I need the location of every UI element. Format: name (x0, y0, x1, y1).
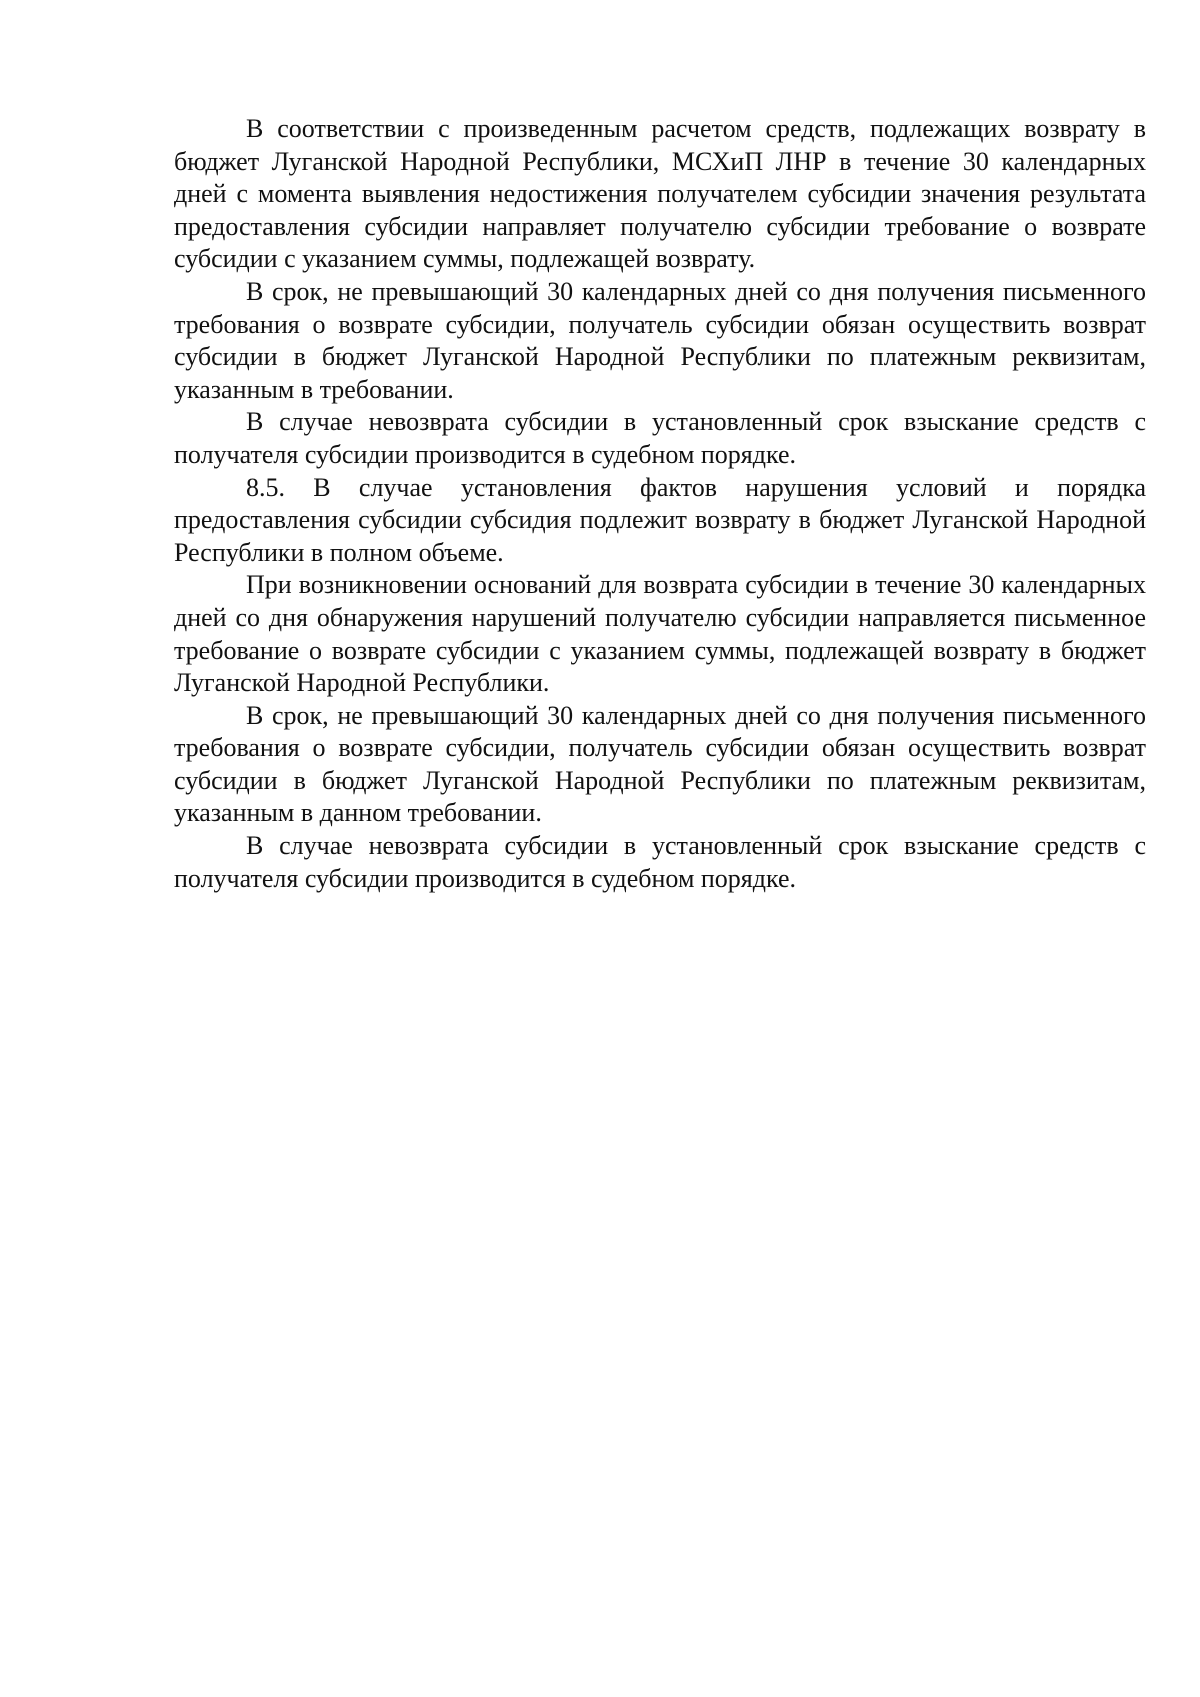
paragraph-refund-deadline-second: В срок, не превышающий 30 календарных дней со дня получения письменного требования о возврате субсидии, получатель субсидии обязан осуществить возврат субсидии в бюджет Луганской Народной Республики по платежным реквизитам, указанным в данном требовании. (174, 700, 1146, 828)
paragraph-clause-8-5: 8.5. В случае установления фактов нарушения условий и порядка предоставления субсидии субсидия подлежит возврату в бюджет Луганской Народной Республики в полном объеме. (174, 472, 1146, 567)
paragraph-violation-notice: При возникновении оснований для возврата субсидии в течение 30 календарных дней со дня обнаружения нарушений получателю субсидии направляется письменное требование о возврате субсидии с указанием суммы, подлежащей возврату в бюджет Луганской Народной Республики. (174, 570, 1146, 698)
paragraph-refund-calculation: В соответствии с произведенным расчетом средств, подлежащих возврату в бюджет Луганской Народной Республики, МСХиП ЛНР в течение 30 календарных дней с момента выявления недостижения получателем субсидии значения результата предоставления субсидии направляет получателю субсидии требование о возврате субсидии с указанием суммы, подлежащей возврату. (174, 114, 1146, 274)
paragraph-refund-deadline: В срок, не превышающий 30 календарных дней со дня получения письменного требования о возврате субсидии, получатель субсидии обязан осуществить возврат субсидии в бюджет Луганской Народной Республики по платежным реквизитам, указанным в требовании. (174, 276, 1146, 404)
paragraph-court-recovery: В случае невозврата субсидии в установленный срок взыскание средств с получателя субсидии производится в судебном порядке. (174, 407, 1146, 469)
document-body (174, 113, 1146, 895)
paragraph-court-recovery-second: В случае невозврата субсидии в установленный срок взыскание средств с получателя субсидии производится в судебном порядке. (174, 831, 1146, 893)
